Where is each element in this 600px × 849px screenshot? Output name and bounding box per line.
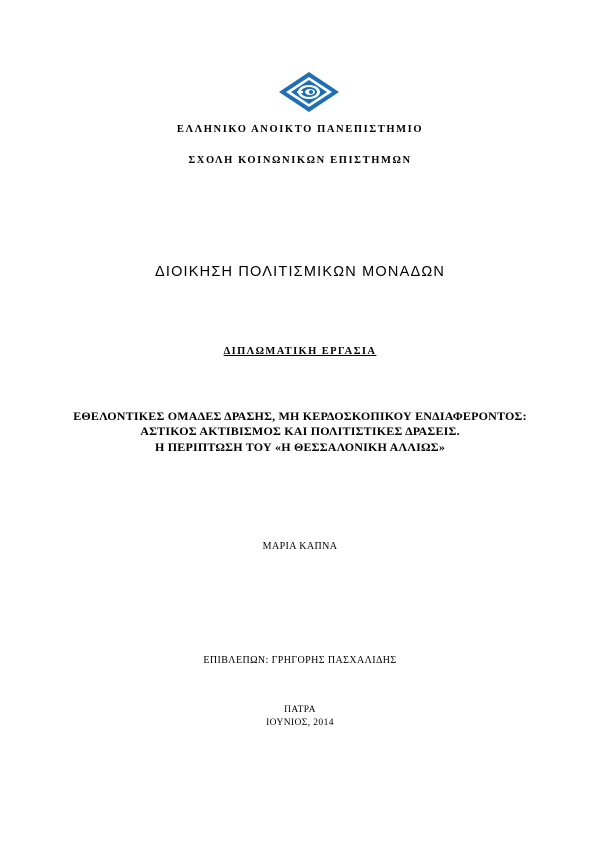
place: ΠΑΤΡΑ xyxy=(284,705,316,715)
author-name: ΜΑΡΙΑ ΚΑΠΝΑ xyxy=(262,541,338,552)
thesis-title-line-1: ΕΘΕΛΟΝΤΙΚΕΣ ΟΜΑΔΕΣ ΔΡΑΣΗΣ, ΜΗ ΚΕΡΔΟΣΚΟΠΙΚΟΥ ΕΝΔΙΑΦΕΡΟΝΤΟΣ: xyxy=(73,409,527,423)
university-name: ΕΛΛΗΝΙΚΟ ΑΝΟΙΚΤΟ ΠΑΝΕΠΙΣΤΗΜΙΟ xyxy=(176,124,424,135)
supervisor-name: ΕΠΙΒΛΕΠΩΝ: ΓΡΗΓΟΡΗΣ ΠΑΣΧΑΛΙΔΗΣ xyxy=(203,655,397,666)
date: ΙΟΥΝΙΟΣ, 2014 xyxy=(266,718,334,728)
program-name: ΔΙΟΙΚΗΣΗ ΠΟΛΙΤΙΣΜΙΚΩΝ ΜΟΝΑΔΩΝ xyxy=(154,264,446,280)
thesis-title-line-3: Η ΠΕΡΙΠΤΩΣΗ ΤΟΥ «Η ΘΕΣΣΑΛΟΝΙΚΗ ΑΛΛΙΩΣ» xyxy=(154,440,446,454)
university-logo-icon xyxy=(277,70,341,114)
thesis-title-line-2: ΑΣΤΙΚΟΣ ΑΚΤΙΒΙΣΜΟΣ ΚΑΙ ΠΟΛΙΤΙΣΤΙΚΕΣ ΔΡΑΣΕΙΣ. xyxy=(140,424,460,438)
school-name: ΣΧΟΛΗ ΚΟΙΝΩΝΙΚΩΝ ΕΠΙΣΤΗΜΩΝ xyxy=(188,155,412,166)
thesis-type: ΔΙΠΛΩΜΑΤΙΚΗ ΕΡΓΑΣΙΑ xyxy=(223,346,377,357)
